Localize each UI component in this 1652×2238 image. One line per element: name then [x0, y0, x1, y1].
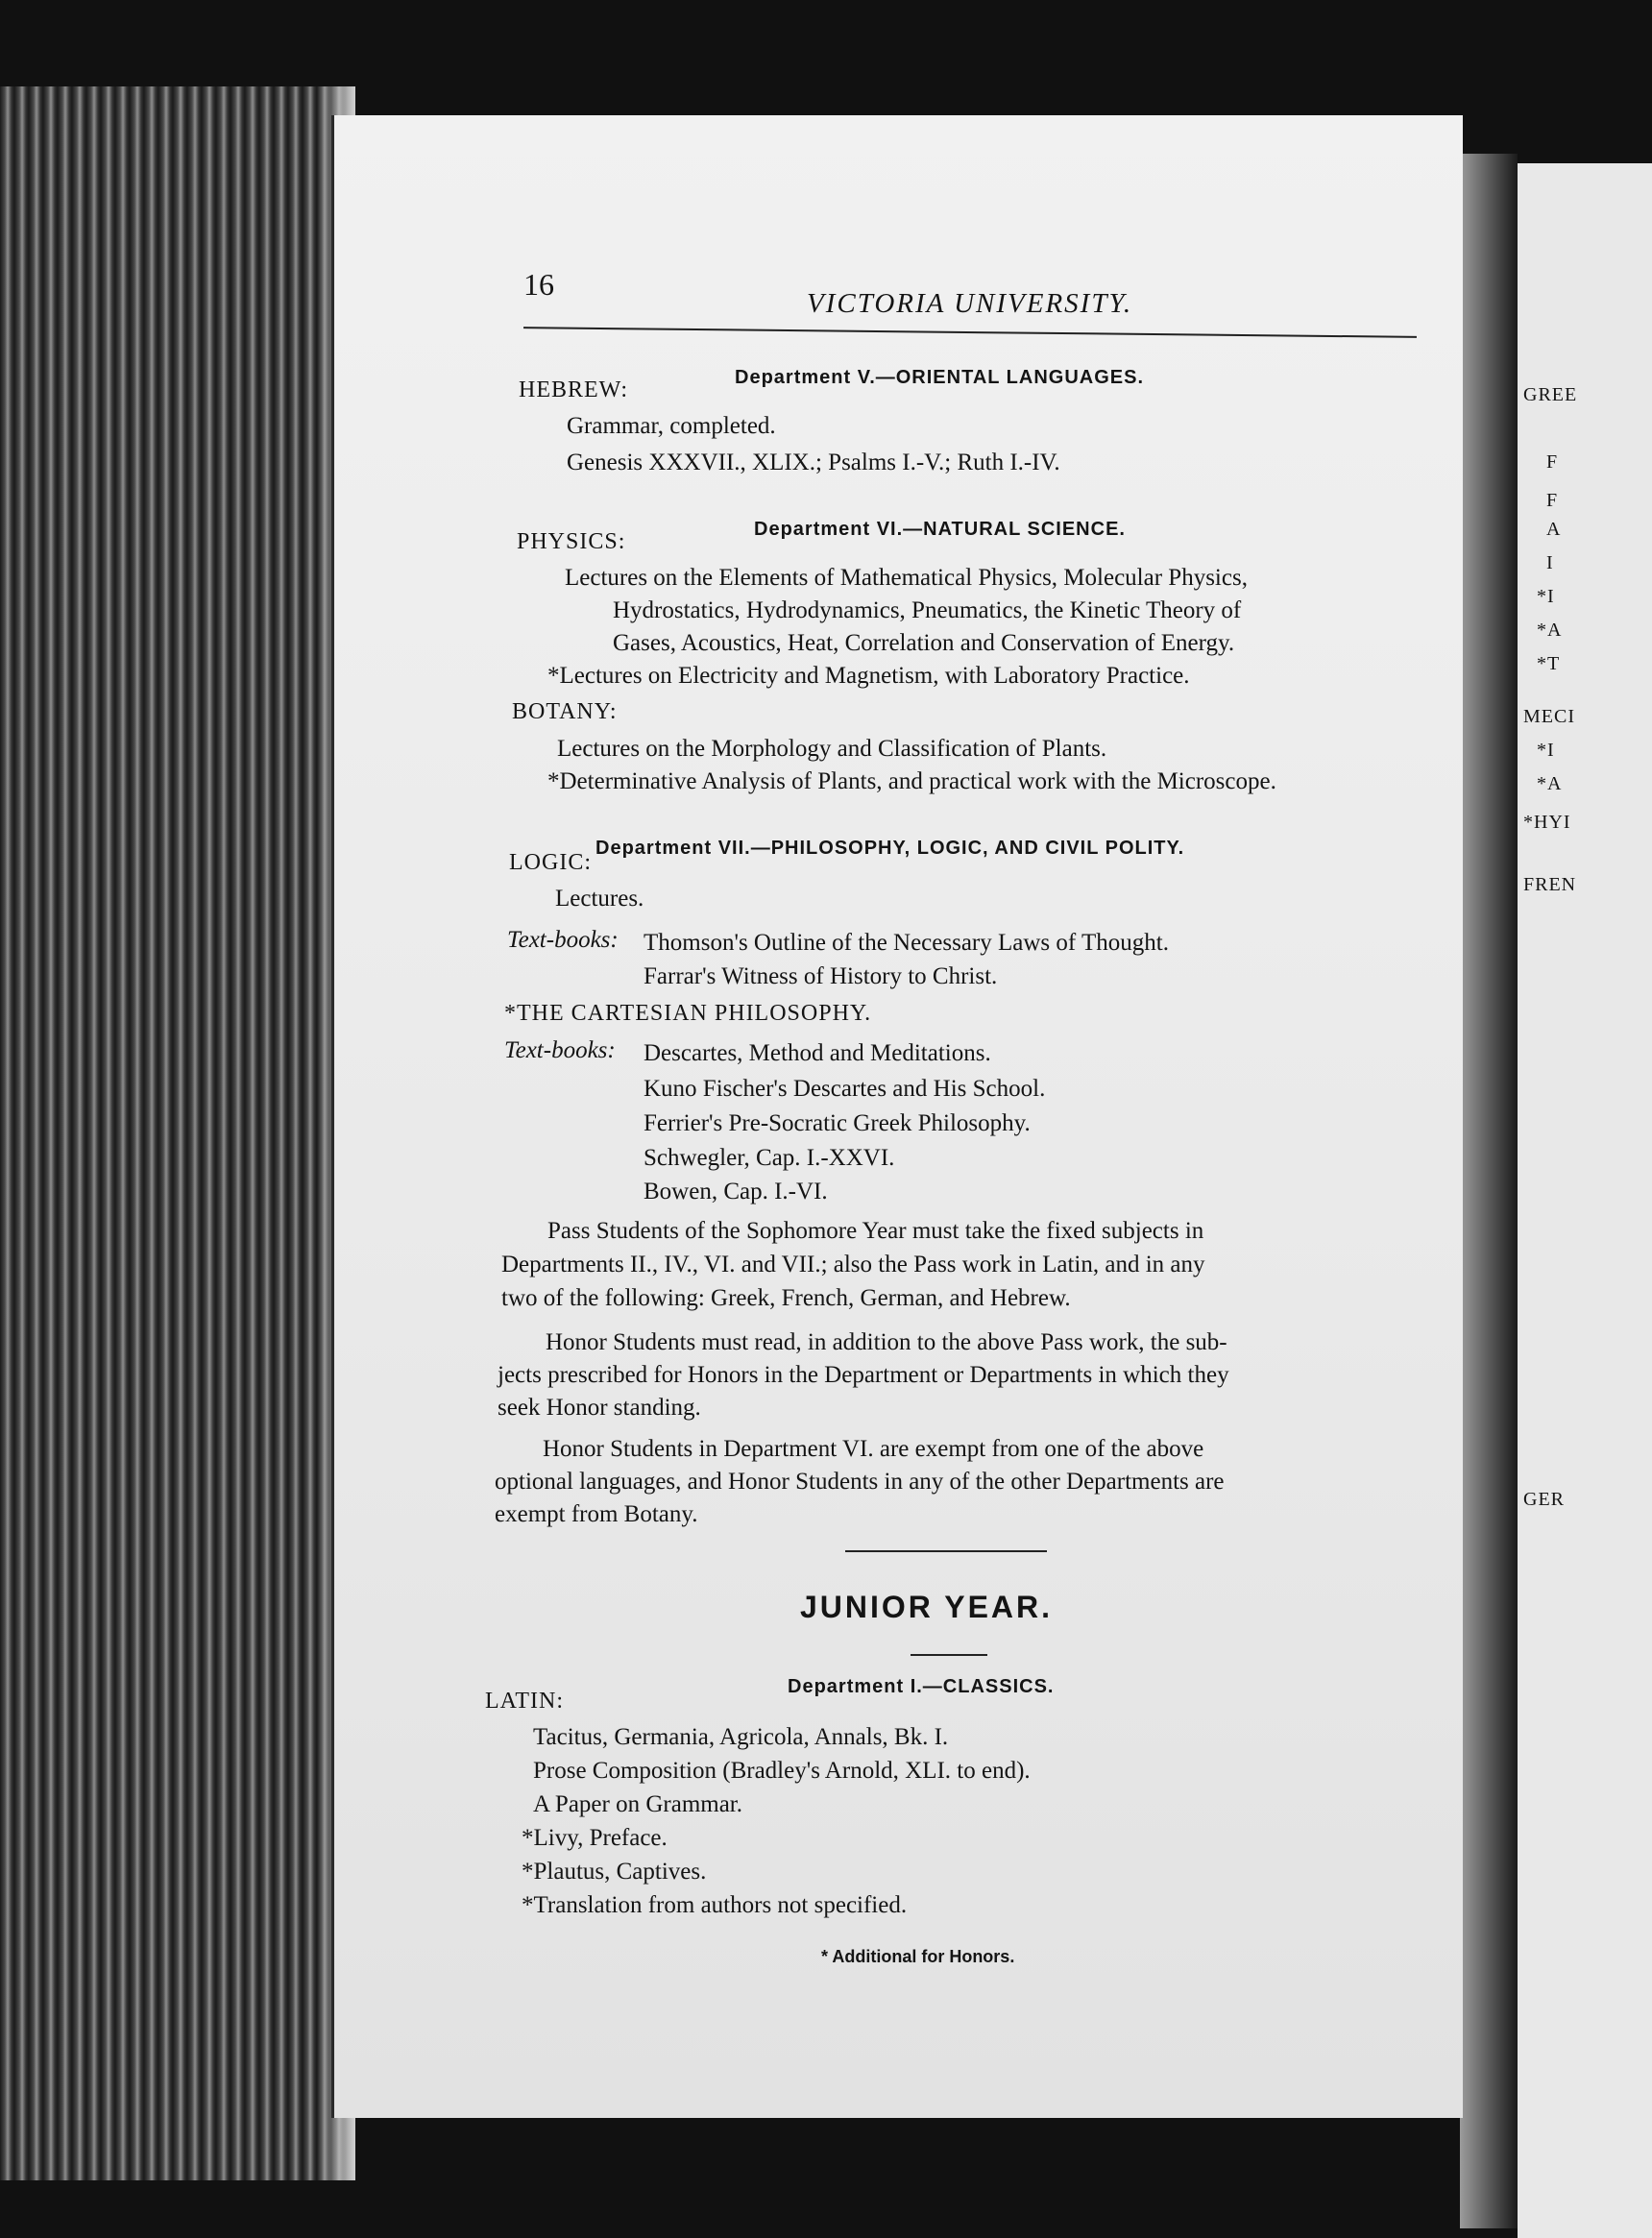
latin-line: *Livy, Preface. — [522, 1825, 668, 1851]
physics-line: *Lectures on Electricity and Magnetism, with Laboratory Practice. — [547, 663, 1190, 689]
latin-line: A Paper on Grammar. — [533, 1791, 743, 1817]
adjacent-fragment: GREE — [1523, 384, 1578, 405]
latin-line: Prose Composition (Bradley's Arnold, XLI. to end). — [533, 1758, 1031, 1784]
hebrew-line: Genesis XXXVII., XLIX.; Psalms I.-V.; Ruth I.-IV. — [567, 450, 1060, 475]
adjacent-fragment: I — [1546, 552, 1554, 573]
dept5-heading: Department V.—ORIENTAL LANGUAGES. — [735, 367, 1145, 388]
note-line: Pass Students of the Sophomore Year must take the fixed subjects in — [547, 1218, 1204, 1244]
cartesian-book: Bowen, Cap. I.-VI. — [644, 1179, 828, 1204]
textbooks-label: Text-books: — [504, 1037, 616, 1063]
adjacent-fragment: *I — [1537, 586, 1555, 607]
running-title: VICTORIA UNIVERSITY. — [807, 288, 1133, 319]
logic-lectures: Lectures. — [555, 886, 644, 912]
junior-dept1-heading: Department I.—CLASSICS. — [788, 1676, 1055, 1697]
adjacent-fragment: *HYI — [1523, 812, 1571, 833]
note-line: Departments II., IV., VI. and VII.; also the Pass work in Latin, and in any — [501, 1252, 1205, 1277]
adjacent-fragment: GER — [1523, 1489, 1565, 1510]
adjacent-fragment: *I — [1537, 740, 1555, 761]
dept7-heading: Department VII.—PHILOSOPHY, LOGIC, AND CIVIL POLITY. — [595, 838, 1185, 859]
junior-year-title: JUNIOR YEAR. — [800, 1590, 1054, 1624]
adjacent-fragment: *A — [1537, 620, 1563, 641]
logic-book: Farrar's Witness of History to Christ. — [644, 963, 998, 989]
adjacent-fragment: F — [1546, 451, 1559, 473]
cartesian-book: Descartes, Method and Meditations. — [644, 1040, 991, 1066]
physics-line: Hydrostatics, Hydrodynamics, Pneumatics, the Kinetic Theory of — [613, 597, 1242, 623]
hebrew-line: Grammar, completed. — [567, 413, 776, 439]
note-line: seek Honor standing. — [498, 1395, 701, 1421]
botany-line: Lectures on the Morphology and Classification of Plants. — [557, 736, 1107, 762]
adjacent-fragment: MECI — [1523, 706, 1575, 727]
adjacent-fragment: *T — [1537, 653, 1561, 674]
adjacent-fragment: A — [1546, 519, 1562, 540]
physics-line: Gases, Acoustics, Heat, Correlation and Conservation of Energy. — [613, 630, 1235, 656]
adjacent-fragment: FREN — [1523, 874, 1577, 895]
physics-label: PHYSICS: — [517, 529, 626, 554]
latin-label: LATIN: — [485, 1689, 564, 1714]
note-line: optional languages, and Honor Students in any of the other Departments are — [495, 1469, 1225, 1495]
title-underline — [911, 1654, 987, 1656]
cartesian-book: Schwegler, Cap. I.-XXVI. — [644, 1145, 895, 1171]
physics-line: Lectures on the Elements of Mathematical Physics, Molecular Physics, — [565, 565, 1248, 591]
botany-line: *Determinative Analysis of Plants, and practical work with the Microscope. — [547, 768, 1276, 794]
hebrew-label: HEBREW: — [519, 377, 629, 402]
dept6-heading: Department VI.—NATURAL SCIENCE. — [754, 519, 1126, 540]
latin-line: *Translation from authors not specified. — [522, 1892, 908, 1918]
adjacent-fragment: *A — [1537, 773, 1563, 794]
latin-line: *Plautus, Captives. — [522, 1859, 707, 1885]
latin-line: Tacitus, Germania, Agricola, Annals, Bk. I. — [533, 1724, 949, 1750]
note-line: exempt from Botany. — [495, 1501, 698, 1527]
book-page-edges — [0, 86, 355, 2180]
adjacent-page — [1518, 163, 1652, 2238]
logic-label: LOGIC: — [509, 850, 592, 875]
book-gutter — [1460, 154, 1518, 2228]
note-line: two of the following: Greek, French, German, and Hebrew. — [501, 1285, 1071, 1311]
textbooks-label: Text-books: — [507, 927, 619, 953]
note-line: Honor Students in Department VI. are exempt from one of the above — [543, 1436, 1204, 1462]
page-number: 16 — [523, 267, 554, 302]
note-line: jects prescribed for Honors in the Department or Departments in which they — [498, 1362, 1229, 1388]
adjacent-fragment: F — [1546, 490, 1559, 511]
section-divider — [845, 1550, 1047, 1552]
botany-label: BOTANY: — [512, 699, 618, 724]
footnote: * Additional for Honors. — [821, 1947, 1015, 1966]
cartesian-book: Ferrier's Pre-Socratic Greek Philosophy. — [644, 1110, 1031, 1136]
cartesian-label: *THE CARTESIAN PHILOSOPHY. — [504, 1001, 872, 1026]
note-line: Honor Students must read, in addition to the above Pass work, the sub- — [546, 1329, 1227, 1355]
cartesian-book: Kuno Fischer's Descartes and His School. — [644, 1076, 1046, 1102]
logic-book: Thomson's Outline of the Necessary Laws of Thought. — [644, 930, 1169, 956]
